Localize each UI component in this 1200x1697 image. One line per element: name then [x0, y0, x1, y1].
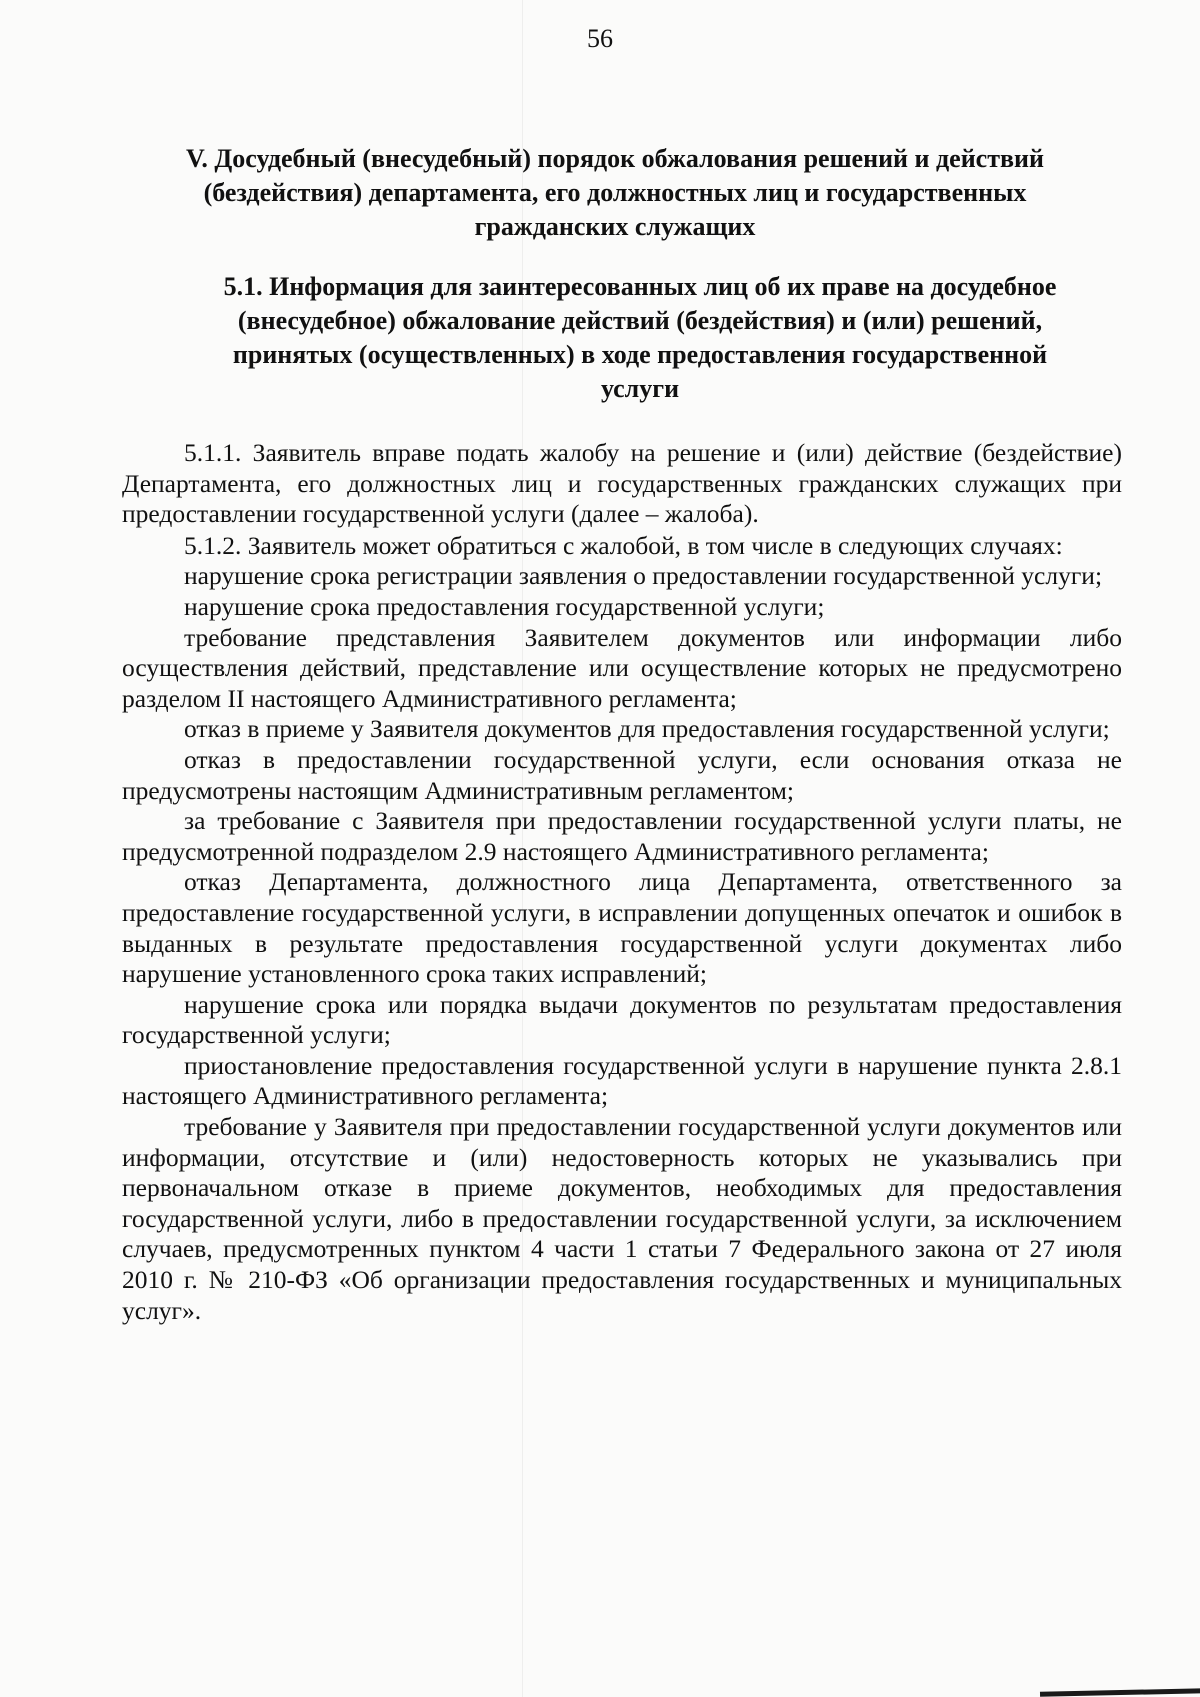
paragraph-5-1-1: 5.1.1. Заявитель вправе подать жалобу на решение и (или) действие (бездействие) Департамента, его должностных лиц и государственных гражданских служащих при предоставлении государственной услуги (далее – жалоба). — [122, 438, 1122, 529]
list-item: нарушение срока предоставления государственной услуги; — [184, 591, 825, 621]
section-heading-line: V. Досудебный (внесудебный) порядок обжалования решений и действий — [185, 144, 1044, 173]
subsection-heading — [170, 270, 1110, 406]
subsection-heading-line: 5.1. Информация для заинтересованных лиц об их праве на досудебное — [223, 272, 1057, 301]
paragraph-5-1-2: 5.1.2. Заявитель может обратиться с жалобой, в том числе в следующих случаях: — [184, 530, 1063, 560]
list-item: требование представления Заявителем документов или информации либо осуществления действий, представление или осуществление которых не предусмотрено разделом II настоящего Административного регламента; — [122, 622, 1122, 713]
subsection-heading-line: принятых (осуществленных) в ходе предоставления государственной — [232, 340, 1048, 369]
document-body — [122, 438, 1122, 1326]
list-item: нарушение срока регистрации заявления о предоставлении государственной услуги; — [184, 561, 1103, 591]
list-item: приостановление предоставления государственной услуги в нарушение пункта 2.8.1 настоящего Административного регламента; — [122, 1050, 1122, 1111]
page-number: 56 — [587, 24, 613, 53]
list-item: отказ в предоставлении государственной услуги, если основания отказа не предусмотрены настоящим Административным регламентом; — [122, 744, 1122, 805]
scan-edge-line — [1040, 1688, 1200, 1696]
list-item: требование у Заявителя при предоставлении государственной услуги документов или информации, отсутствие и (или) недостоверность которых не указывались при первоначальном отказе в приеме документов, необходимых для предоставления государственной услуги, либо в предоставлении государственной услуги, за исключением случаев, предусмотренных пунктом 4 части 1 статьи 7 Федерального закона от 27 июля 2010 г. № 210-ФЗ «Об организации предоставления государственных и муниципальных услуг». — [122, 1112, 1122, 1325]
list-item: отказ в приеме у Заявителя документов для предоставления государственной услуги; — [184, 714, 1110, 744]
list-item: за требование с Заявителя при предоставлении государственной услуги платы, не предусмотренной подразделом 2.9 настоящего Административного регламента; — [122, 806, 1122, 866]
section-heading-line: (бездействия) департамента, его должностных лиц и государственных — [203, 178, 1027, 207]
list-item: отказ Департамента, должностного лица Департамента, ответственного за предоставление государственной услуги, в исправлении допущенных опечаток и ошибок в выданных в результате предоставления государственной услуги документах либо нарушение установленного срока таких исправлений; — [122, 867, 1122, 989]
section-heading — [130, 142, 1100, 244]
subsection-heading-line: (внесудебное) обжалование действий (бездействия) и (или) решений, — [237, 306, 1043, 335]
subsection-heading-line: услуги — [600, 374, 680, 403]
section-heading-line: гражданских служащих — [474, 212, 756, 241]
list-item: нарушение срока или порядка выдачи документов по результатам предоставления государственной услуги; — [122, 989, 1122, 1050]
